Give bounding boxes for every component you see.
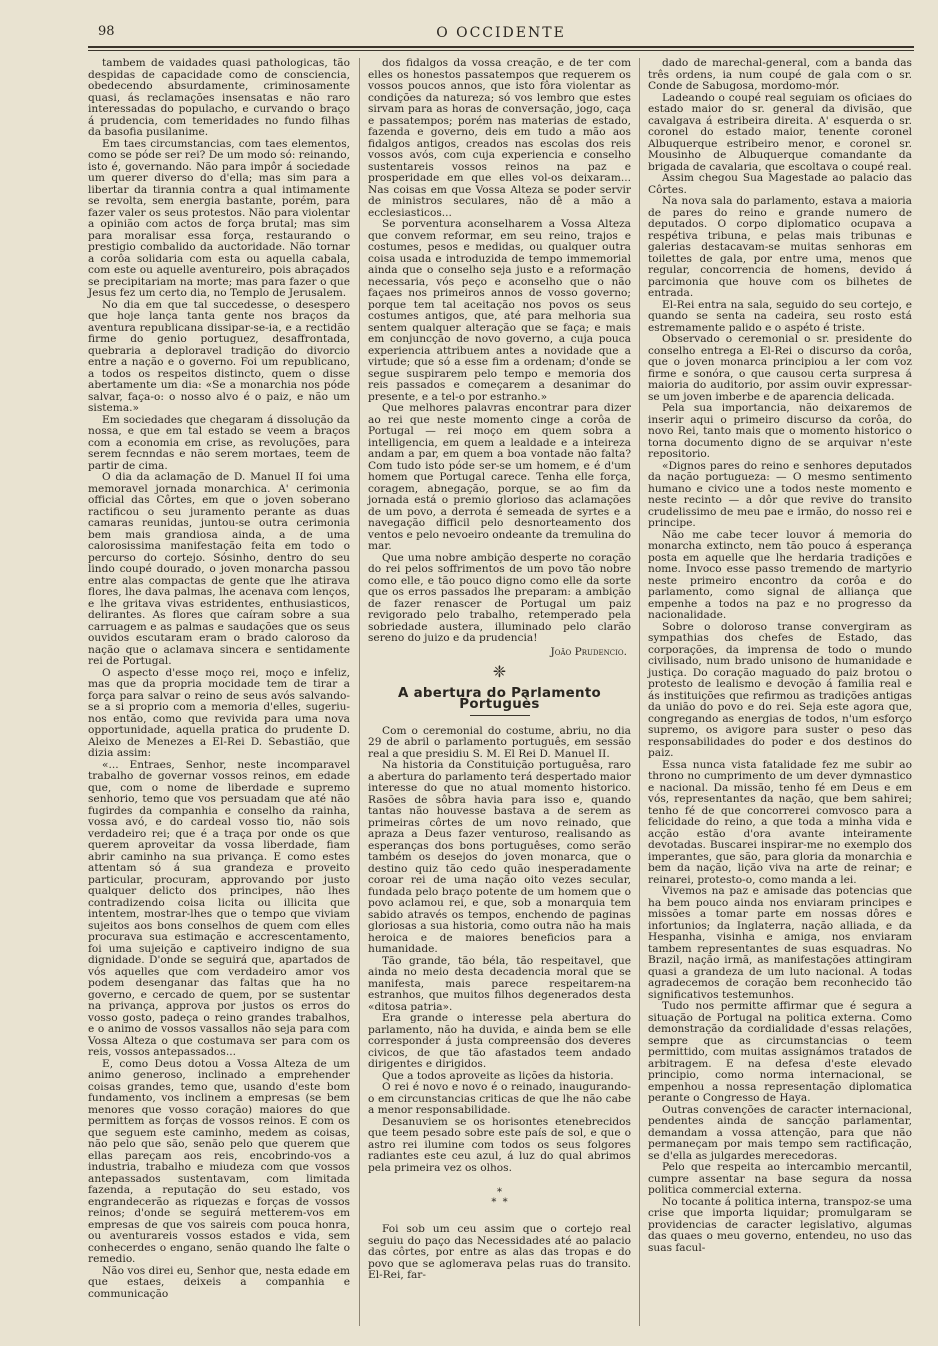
asterism-top: * bbox=[497, 1187, 502, 1198]
paragraph: Vivemos na paz e amisade das potencias que ha bem pouco ainda nos enviaram principes e missões a tomar parte em nossas dôres e infortunios; da Inglaterra, nação alliada, e da Hespanha, visinha e amiga, nos enviaram tambem representantes de suas esquadras. No Brazil, nação irmã, as manifestações attingiram quasi a grandeza de um luto nacional. A todas agradecemos de coração bem reconhecido tão significativos testemunhos. bbox=[648, 885, 912, 1001]
paragraph: Em taes circumstancias, com taes elementos, como se póde ser rei? De um modo só: reinando, isto é, governando. Não para impôr á sociedade um querer diverso do d'ella; mas sim para a libertar da tirannia contra a qual intimamente se revolta, sem energia bastante, porém, para fazer valer os seus protestos. Não para violentar a opinião com actos de força brutal; mas sim para moralisar essa força, restaurando o prestigio combalido da auctoridade. Não tornar a corôa solidaria com esta ou aquella cabala, com este ou aquelle aventureiro, pois abraçados se precipitariam na morte; mas para fazer o que Jesus fez um certo dia, no Templo de Jerusalem. bbox=[88, 137, 350, 299]
column-1 bbox=[88, 58, 350, 1300]
paragraph: Outras convenções de caracter internacional, pendentes ainda de sancção parlamentar, demandam a vossa attenção, para que não permaneçam por mais tempo sem ractificação, se d'ella as julgardes merecedoras. bbox=[648, 1103, 912, 1162]
paragraph: Não vos direi eu, Senhor que, nesta edade em que estaes, deixeis a companhia e communicação bbox=[88, 1264, 350, 1300]
paragraph: E, como Deus dotou a Vossa Alteza de um animo generoso, inclinado a emprehender coisas grandes, temo que, usando d'este bom fundamento, vos inclinem a empresas (se bem menores que vosso coração) maiores do que permittem as forças de vossos reinos. E com os que seguem este caminho, medem as coisas, não pelo que são, senão pelo que querem que ellas pareçam aos reis, encobrindo-vos a industria, trabalho e miudeza com que vossos antepassados sustentavam, com limitada fazenda, a reputação do seu estado, vos engrandecerão as riquezas e forças de vossos reinos; d'onde se seguirá metterem-vos em empresas de que vos saireis com pouca honra, ou aventurareis vossos estados e vida, sem conhecerdes o engano, senão quando lhe falte o remedio. bbox=[88, 1057, 350, 1265]
paragraph: O dia da aclamação de D. Manuel II foi uma memoravel jornada monarchica. A' cerimonia official das Côrtes, em que o joven soberano ractificou o seu juramento perante as duas camaras reunidas, juntou-se outra cerimonia bem mais grandiosa ainda, a de uma calorosissima manifestação feita em todo o percurso do cortejo. Sósinho, dentro do seu lindo coupé dourado, o joven monarcha passou entre alas compactas de gente que lhe atirava flores, lhe dava palmas, lhe acenava com lenços, e lhe gritava vivas estridentes, enthusiasticos, delirantes. As flores que caíram sobre a sua carruagem e as palmas e saudações que os seus ouvidos escutaram eram o brado caloroso da nação que o aclamava sincera e sentidamente rei de Portugal. bbox=[88, 471, 350, 667]
paragraph: Não me cabe tecer louvor á memoria do monarcha extincto, nem tão pouco á esperança posta em aquelle que lhe herdaria tradições e nome. Invoco esse passo tremendo de martyrio neste primeiro encontro da corôa e do parlamento, como signal de alliança que empenhe a todos na paz e no progresso da nacionalidade. bbox=[648, 528, 912, 621]
paragraph: Tão grande, tão béla, tão respeitavel, que ainda no meio desta decadencia moral que se manifesta, mais parece respeitarem-na estranhos, que muitos filhos degenerados desta «ditosa patria». bbox=[368, 954, 631, 1013]
page-number: 98 bbox=[98, 24, 115, 39]
paragraph: Em sociedades que chegaram á dissolução da nossa, e que em tal estado se veem a braços com a economia em crise, as revoluções, para serem fecnndas e não serem mortaes, teem de partir de cima. bbox=[88, 413, 350, 472]
paragraph: dos fidalgos da vossa creação, e de ter com elles os honestos passatempos que requerem os vossos poucos annos, que isto fôra violentar as condições da natureza; só vos lembro que estes sirvam para as horas de conversação, jogo, caça e passatempos; porém nas materias de estado, fazenda e governo, deis em tudo a mão aos fidalgos antigos, creados nas escolas dos reis vossos avós, com cuja experiencia e conselho sustentareis vossos reinos na paz e prosperidade em que elles vol-os deixaram... Nas coisas em que Vossa Alteza se poder servir de ministros seculares, não dê a mão a ecclesiasticos... bbox=[368, 57, 631, 219]
asterism-bottom: * * bbox=[491, 1197, 508, 1208]
running-title: O OCCIDENTE bbox=[436, 25, 566, 41]
paragraph: dado de marechal-general, com a banda das três ordens, ia num coupé de gala com o sr. Conde de Sabugosa, mordomo-mór. bbox=[648, 57, 912, 92]
paragraph: Sobre o doloroso transe convergiram as sympathias dos chefes de Estado, das corporações, da imprensa de todo o mundo civilisado, num brado unisono de humanidade e justiça. Do coração maguado do paiz brotou o protesto de lealismo e devoção á familia real e ás instituições que refirmou as tradições antigas da união do povo e do rei. Seja este agora que, congregando as energias de todos, n'um esforço supremo, os avigore para suster o peso das responsabilidades do poder e dos destinos do paiz. bbox=[648, 620, 912, 759]
column-3 bbox=[648, 58, 912, 1254]
page-header bbox=[88, 22, 914, 46]
paragraph: Desanuviem se os horisontes etenebrecidos que teem pesado sobre este país de sol, e que o astro rei ilumine com todos os seus folgores radiantes este ceu azul, á luz do qual abrimos pela primeira vez os olhos. bbox=[368, 1115, 631, 1174]
title-rule bbox=[470, 715, 530, 716]
column-2 bbox=[368, 58, 631, 1282]
paragraph: «... Entraes, Senhor, neste incomparavel trabalho de governar vossos reinos, em edade que, com o nome de liberdade e supremo senhorio, temo que vos persuadam que até não fugirdes da companhia e conselho da rainha, vossa avó, e do cardeal vosso tio, não sois verdadeiro rei; que é a traça por onde os que querem aproveitar da vossa liberdade, fiam abrir caminho na sua privança. E como estes attentam só á sua grandeza e proveito particular, procuram, approvando por justo qualquer delicto dos principes, não lhes contradizendo coisa licita ou illicita que intentem, mostrar-lhes que o tempo que viviam sujeitos aos bons conselhos de quem com elles procurava sua estimação e accrescentamento, foi uma sujeição e captiveiro indigno de sua dignidade. D'onde se seguirá que, apartados de vós aquelles que com verdadeiro amor vos podem desenganar das faltas que ha no governo, e cercado de quem, por se sustentar na privança, approva por justos os erros do vosso gosto, padeça o reino grandes trabalhos, e o animo de vossos vassallos não seja para com Vossa Alteza o que costumava ser para com os reis, vossos antepassados... bbox=[88, 758, 350, 1058]
author-signature: João Prudencio. bbox=[550, 645, 627, 658]
paragraph: Tudo nos permitte affirmar que é segura a situação de Portugal na politica externa. Como demonstração da cordialidade d'essas relações, sempre que as circumstancias o teem permittido, com muitas assignámos tratados de arbitragem. E na defesa d'este elevado principio, como norma internacional, se empenhou a nossa representação diplomatica perante o Congresso de Haya. bbox=[648, 1000, 912, 1104]
paragraph: Que a todos aproveite as lições da historia. bbox=[382, 1069, 614, 1082]
ornament-divider: ❈ bbox=[492, 662, 507, 681]
paragraph: Era grande o interesse pela abertura do parlamento, não ha duvida, e ainda bem se elle corresponder á justa compreensão dos deveres civicos, de que tão afastados teem andado dirigentes e dirigidos. bbox=[368, 1012, 631, 1070]
paragraph: Assim chegou Sua Magestade ao palacio das Côrtes. bbox=[648, 172, 912, 196]
paragraph: O aspecto d'esse moço rei, moço e infeliz, mas que da propria mocidade tem de tirar a força para salvar o reino de seus avós salvando-se a si proprio com a memoria d'elles, sugeriu-nos então, como que revivida para uma nova opportunidade, aquella pratica do prudente D. Aleixo de Menezes a El-Rei D. Sebastião, que dizia assim: bbox=[88, 666, 350, 759]
paragraph: Na historia da Constituição portuguêsa, raro a abertura do parlamento terá despertado maior interesse do que no atual momento historico. Rasões de sôbra havia para isso e, quando tantas não houvesse bastava a de serem as primeiras côrtes de um novo reinado, que apraza a Deus fazer venturoso, realisando as esperanças dos bons portuguêses, como serão também os desejos do joven monarca, que o destino quiz tão cedo quão inesperadamente coroar rei de uma nação oito vezes secular, fundada pelo braço potente de um homem que o povo aclamou rei, e que, sob a monarquia tem sabido através os tempos, enchendo de paginas gloriosas a sua historia, como outra não ha mais heroica e de maiores beneficios para a humanidade. bbox=[368, 759, 631, 955]
paragraph: Foi sob um ceu assim que o cortejo real seguiu do paço das Necessidades até ao palacio das côrtes, por entre as alas das tropas e do povo que se aglomerava pelas ruas do transito. El-Rei, far- bbox=[368, 1223, 631, 1281]
paragraph: Ladeando o coupé real seguiam os oficiaes do estado maior do sr. general da divisão, que cavalgava á estribeira direita. A' esquerda o sr. coronel do estado maior, tenente coronel Albuquerque estribeiro menor, e coronel sr. Mousinho de Albuquerque comandante da brigada de cavalaria, que escoltava o coupé real. bbox=[648, 91, 912, 173]
header-rule-thin bbox=[88, 50, 914, 51]
paragraph: No tocante á politica interna, transpoz-se uma crise que importa liquidar; promulgaram se providencias de caracter legislativo, algumas das quaes o meu governo, entendeu, no uso das suas facul- bbox=[648, 1195, 912, 1254]
paragraph: O rei é novo e novo é o reinado, inaugurando-o em circunstancias criticas de que lhe não cabe a menor responsabilidade. bbox=[368, 1081, 631, 1116]
paragraph: Que uma nobre ambição desperte no coração do rei pelos soffrimentos de um povo tão nobre como elle, e tão pouco digno como elle da sorte que os erros passados lhe preparam: a ambição de fazer renascer de Portugal um paiz revigorado pelo trabalho, retemperado pela sobriedade austera, illuminado pelo clarão sereno do juizo e da prudencia! bbox=[368, 551, 631, 644]
paragraph: Se porventura aconselharem a Vossa Alteza que convem reformar, em seu reino, trajos e costumes, pesos e medidas, ou qualquer outra coisa usada e introduzida de tempo immemorial ainda que o conselho seja justo e a reformação necessaria, vós peço e aconselho que o não façaes nos primeiros annos de vosso governo; porque tem tal aceitação nos povos os seus costumes antigos, que, até para melhoria sua sentem qualquer alteração que se faça; e mais em conjuncção de novo governo, a cuja pouca experiencia attribuem antes a novidade que a virtude; que só a esse fim a ordenam; d'onde se segue suspirarem pelo tempo e memoria dos reis passados e começarem a desanimar do presente, e a tel-o por estranho.» bbox=[368, 218, 631, 403]
paragraph: El-Rei entra na sala, seguido do seu cortejo, e quando se senta na cadeira, seu rosto está estremamente palido e o aspéto é triste. bbox=[648, 298, 912, 334]
column-divider bbox=[639, 58, 640, 1326]
asterism-divider bbox=[368, 1188, 631, 1208]
paragraph: Com o ceremonial do costume, abriu, no dia 29 de abril o parlamento português, em sessão real a que presidiu S. M. El Rei D. Manuel II. bbox=[368, 724, 631, 760]
paragraph: Pela sua importancia, não deixaremos de inserir aqui o primeiro discurso da corôa, do novo Rei, tanto mais que o momento historico o torna documento digno de se arquivar n'este repositorio. bbox=[648, 402, 912, 460]
header-rule-thick bbox=[88, 46, 914, 48]
paragraph: Na nova sala do parlamento, estava a maioria de pares do reino e grande numero de deputados. O corpo diplomatico ocupava a respétiva tribuna, e pelas mais tribunas e galerias destacavam-se muitas senhoras em toilettes de gala, por entre uma, menos que regular, concorrencia de homens, devido á parcimonia que houve com os bilhetes de entrada. bbox=[648, 195, 912, 299]
paragraph: Observado o ceremonial o sr. presidente do conselho entrega a El-Rei o discurso da corôa, que o joven monarca principiou a ler com voz firme e sonóra, o que causou certa surpresa á maioria do auditorio, por assim ouvir expressar-se um joven imberbe e de aparencia delicada. bbox=[648, 333, 912, 403]
column-divider bbox=[359, 58, 360, 1326]
paragraph: Essa nunca vista fatalidade fez me subir ao throno no cumprimento de um dever dymnastico e nacional. Da missão, tenho fé em Deus e em vós, representantes da nação, que bem sahirei; tenho fé de que concorrerei comvosco para a felicidade do reino, a que toda a minha vida e acção estão d'ora avante inteiramente devotadas. Buscarei inspirar-me no exemplo dos imperantes, que são, para gloria da monarchia e bem da nação, lição viva na arte de reinar; e reinarei, protesto-o, como manda a lei. bbox=[648, 758, 912, 886]
paragraph: tambem de vaidades quasi pathologicas, tão despidas de capacidade como de consciencia, obedecendo absurdamente, criminosamente quasi, ás reclamações insensatas e não raro interessadas do populacho, e curvando o braço á prudencia, com temeridades no fundo filhas da basofia pusilanime. bbox=[88, 57, 350, 138]
paragraph: Que melhores palavras encontrar para dizer ao rei que neste momento cinge a corôa de Portugal — rei moço em quem sobra a intelligencia, em quem a lealdade e a inteireza andam a par, em quem a boa vontade não falta? Com tudo isto póde ser-se um homem, e é d'um homem que Portugal carece. Tenha elle força, coragem, abnegação, porque, se ao fim da jornada está o premio glorioso das aclamações de um povo, a derrota é semeada de syrtes e a navegação difficil pelo desnorteamento dos ventos e pelo nevoeiro ondeante da tremulina do mar. bbox=[368, 402, 631, 552]
paragraph: No dia em que tal succedesse, o desespero que hoje lança tanta gente nos braços da aventura republicana dissipar-se-ia, e a rectidão firme do genio portuguez, desaffrontada, quebraria a deploravel tradição do divorcio entre a nação e o governo. Foi um republicano, a todos os respeitos distincto, quem o disse abertamente um dia: «Se a monarchia nos póde salvar, faça-o: o nosso alvo é o paiz, e não um sistema.» bbox=[88, 298, 350, 414]
section-title: A abertura do Parlamento Portuguès bbox=[397, 685, 602, 712]
paragraph: Pelo que respeita ao intercambio mercantil, cumpre assentar na base segura da nossa politica commercial externa. bbox=[648, 1161, 912, 1196]
paragraph: «Dignos pares do reino e senhores deputados da nação portugueza: — O mesmo sentimento humano e civico une a todos neste momento e neste recinto — a dôr que revive do transito crudelissimo de meu pae e irmão, do nosso rei e principe. bbox=[648, 459, 912, 529]
